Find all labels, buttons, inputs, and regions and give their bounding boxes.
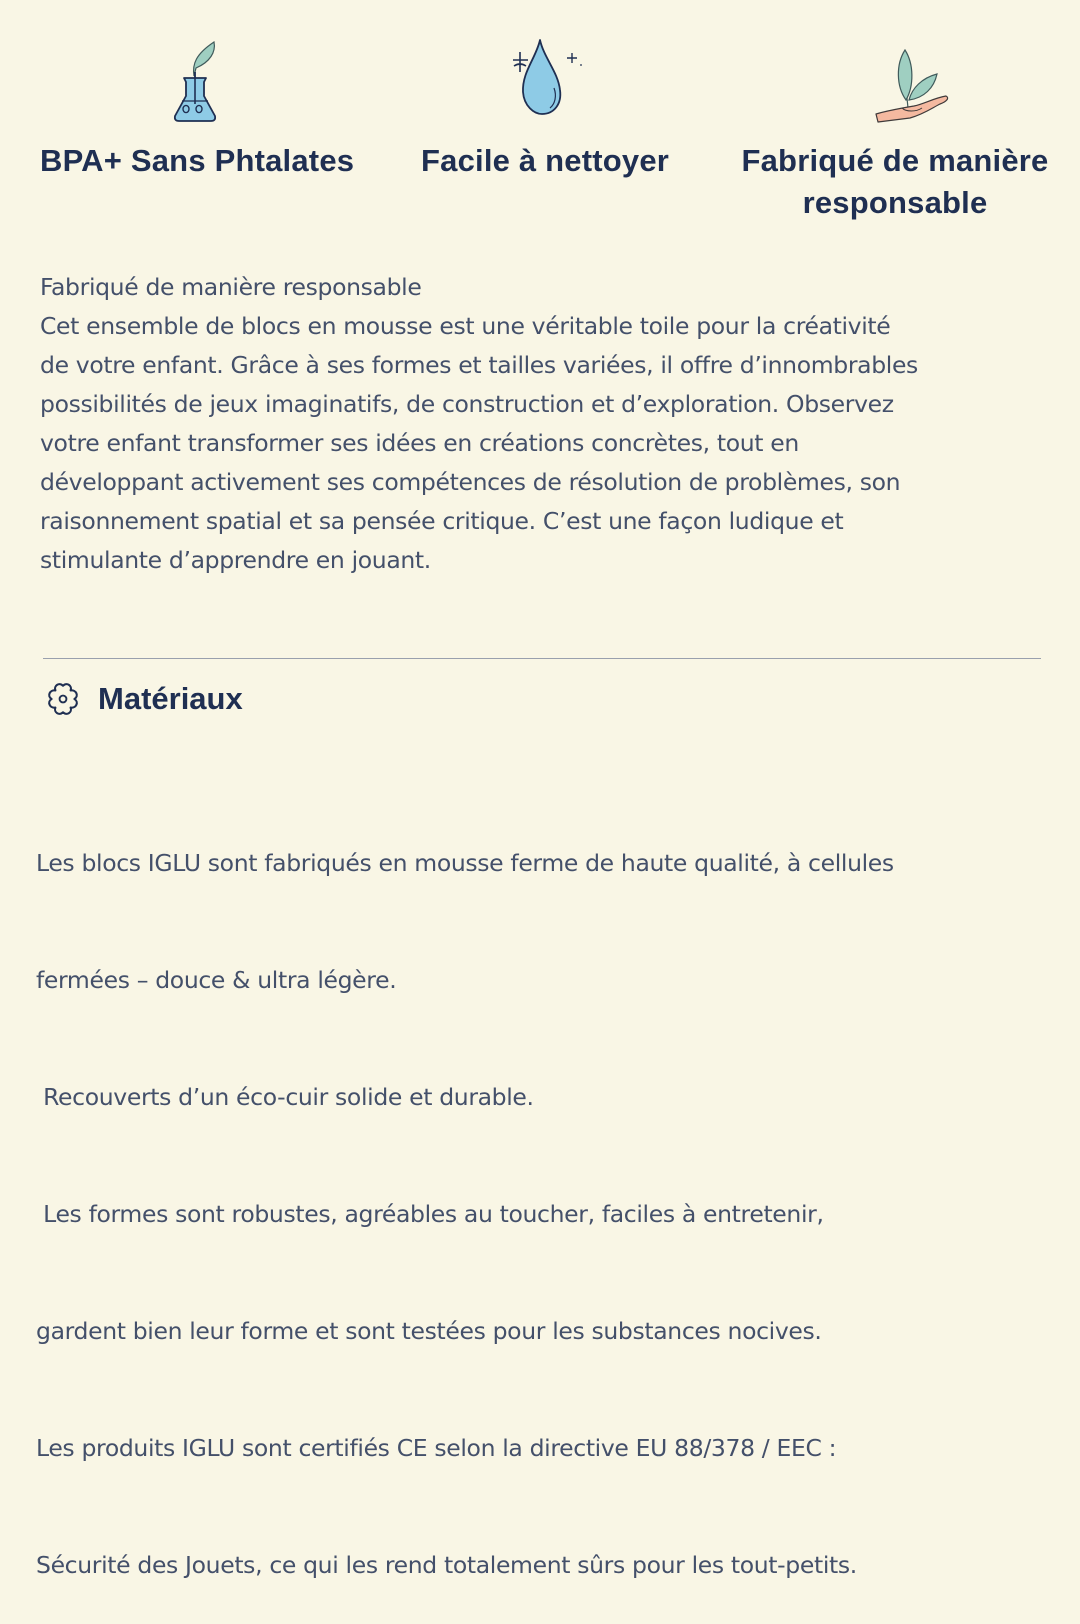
feature-label [740, 140, 1050, 224]
intro-line: Fabriqué de manière responsable [40, 273, 422, 301]
flask-leaf-icon [148, 34, 238, 124]
flower-icon [44, 680, 82, 718]
hand-sprout-icon [862, 34, 952, 124]
features-row [0, 0, 1080, 240]
intro-line: Cet ensemble de blocs en mousse est une véritable toile pour la créativité [40, 312, 891, 340]
intro-line: raisonnement spatial et sa pensée critique. C’est une façon ludique et [40, 507, 844, 535]
materials-line: Les blocs IGLU sont fabriqués en mousse ferme de haute qualité, à cellules [36, 849, 894, 877]
materials-line: Recouverts d’un éco-cuir solide et durable. [36, 1083, 534, 1111]
feature-label-line: responsable [802, 185, 988, 220]
materials-line: Sécurité des Jouets, ce qui les rend totalement sûrs pour les tout-petits. [36, 1551, 857, 1579]
feature-label: Facile à nettoyer [421, 143, 670, 178]
materials-line: Les formes sont robustes, agréables au toucher, faciles à entretenir, [36, 1200, 824, 1228]
intro-description [40, 268, 1050, 580]
materials-heading [44, 680, 243, 718]
section-title: Matériaux [98, 681, 243, 716]
intro-line: votre enfant transformer ses idées en créations concrètes, tout en [40, 429, 799, 457]
intro-line: développant activement ses compétences de résolution de problèmes, son [40, 468, 901, 496]
intro-line: stimulante d’apprendre en jouant. [40, 546, 431, 574]
feature-label: BPA+ Sans Phtalates [40, 143, 355, 178]
intro-line: possibilités de jeux imaginatifs, de construction et d’exploration. Observez [40, 390, 894, 418]
materials-line: gardent bien leur forme et sont testées pour les substances nocives. [36, 1317, 822, 1345]
materials-description [36, 766, 1056, 1624]
section-divider [43, 658, 1041, 659]
materials-line: fermées – douce & ultra légère. [36, 966, 397, 994]
water-drop-icon [500, 28, 590, 118]
feature-label-line: Fabriqué de manière [741, 143, 1049, 178]
intro-line: de votre enfant. Grâce à ses formes et tailles variées, il offre d’innombrables [40, 351, 918, 379]
materials-line: Les produits IGLU sont certifiés CE selon la directive EU 88/378 / EEC : [36, 1434, 837, 1462]
